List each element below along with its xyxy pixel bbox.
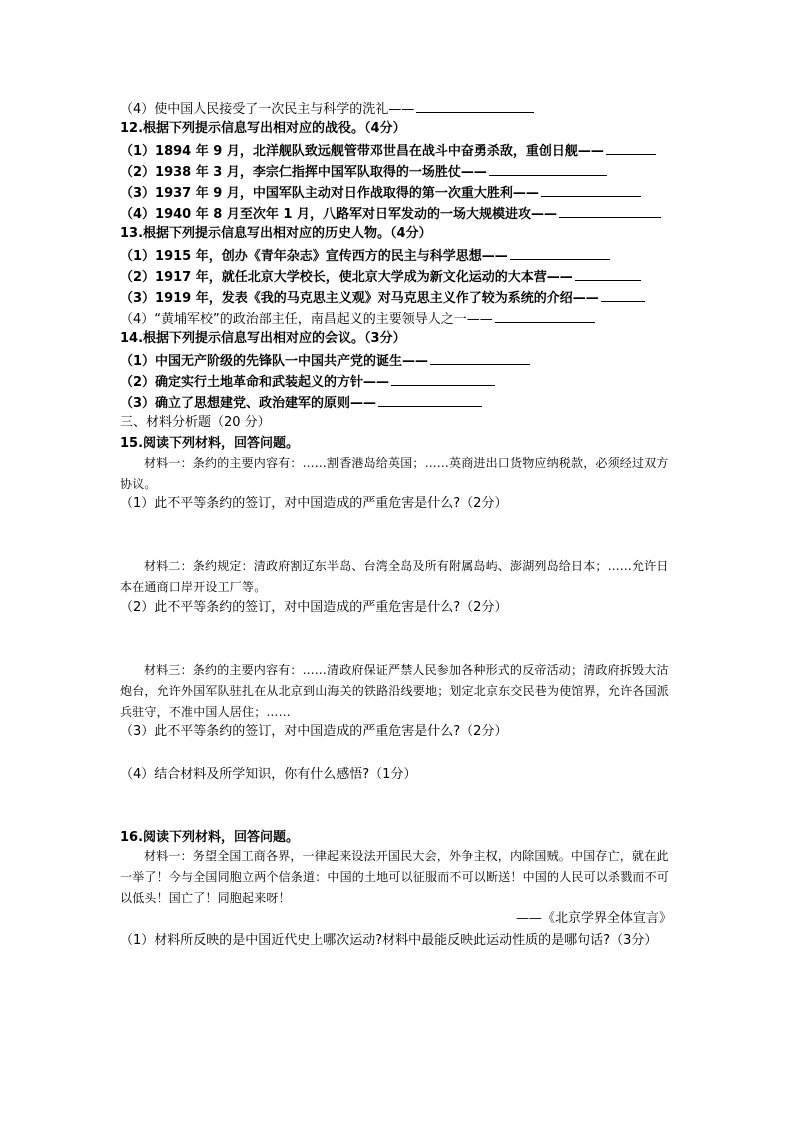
q15-material-2: 材料二：条约规定：清政府割辽东半岛、台湾全岛及所有附属岛屿、澎湖列岛给日本；……允许日本在通商口岸开设工厂等。 (120, 559, 669, 594)
q13-item-2-text: （2）1917 年，就任北京大学校长，使北京大学成为新文化运动的大本营—— (120, 270, 573, 285)
q13-item-2 (120, 267, 641, 287)
q13-item-1-text: （1）1915 年，创办《青年杂志》宣传西方的民主与科学思想—— (120, 249, 508, 264)
q14-item-3 (120, 393, 482, 413)
q16-material-source: ——《北京学界全体宣言》 (515, 911, 672, 926)
q11-item-4-text: （4）使中国人民接受了一次民主与科学的洗礼—— (120, 102, 415, 117)
q12-item-4-text: （4）1940 年 8 月至次年 1 月，八路军对日军发动的一场大规模进攻—— (120, 207, 557, 222)
q14-heading: 14.根据下列提示信息写出相对应的会议。（3分） (120, 331, 406, 346)
q13-item-4 (120, 309, 595, 329)
q15-sub-2: （2）此不平等条约的签订，对中国造成的严重危害是什么?（2分） (120, 600, 508, 615)
answer-blank[interactable] (559, 204, 661, 218)
q15-sub-1: （1）此不平等条约的签订，对中国造成的严重危害是什么?（2分） (120, 496, 508, 511)
q15-sub-3: （3）此不平等条约的签订，对中国造成的严重危害是什么?（2分） (120, 724, 508, 739)
answer-blank[interactable] (391, 372, 495, 386)
q12-item-1 (120, 141, 656, 161)
answer-blank[interactable] (601, 288, 645, 302)
q13-item-1 (120, 246, 610, 266)
q12-item-3 (120, 183, 641, 203)
q15-material-3: 材料三：条约的主要内容有：……清政府保证严禁人民参加各种形式的反帝活动；清政府拆毁大沽炮台，允许外国军队驻扎在从北京到山海关的铁路沿线要地；划定北京东交民巷为使馆界，允许各国派兵驻守，不准中国人居住；…… (120, 663, 670, 719)
q12-item-2 (120, 162, 607, 182)
q14-item-2-text: （2）确定实行土地革命和武装起义的方针—— (120, 375, 390, 390)
q14-item-1 (120, 351, 530, 371)
q12-item-1-text: （1）1894 年 9 月，北洋舰队致远舰管带邓世昌在战斗中奋勇杀敌，重创日舰—— (120, 144, 604, 159)
answer-blank[interactable] (416, 99, 534, 113)
q13-heading: 13.根据下列提示信息写出相对应的历史人物。（4分） (120, 226, 432, 241)
q15-sub-4: （4）结合材料及所学知识，你有什么感悟?（1分） (120, 767, 417, 782)
answer-blank[interactable] (510, 246, 610, 260)
q12-item-3-text: （3）1937 年 9 月，中国军队主动对日作战取得的第一次重大胜利—— (120, 186, 539, 201)
answer-blank[interactable] (430, 351, 530, 365)
q14-item-2 (120, 372, 495, 392)
q12-item-2-text: （2）1938 年 3 月，李宗仁指挥中国军队取得的一场胜仗—— (120, 165, 487, 180)
q14-item-1-text: （1）中国无产阶级的先锋队一中国共产党的诞生—— (120, 354, 429, 369)
q16-sub-1: （1）材料所反映的是中国近代史上哪次运动?材料中最能反映此运动性质的是哪句话?（3分） (120, 933, 658, 948)
q13-item-3 (120, 288, 645, 308)
section-3-heading: 三、材料分析题（20 分） (120, 415, 271, 430)
answer-blank[interactable] (378, 393, 482, 407)
q15-material-1: 材料一：条约的主要内容有：……割香港岛给英国；……英商进出口货物应纳税款，必须经过双方协议。 (120, 456, 669, 491)
q13-item-3-text: （3）1919 年，发表《我的马克思主义观》对马克思主义作了较为系统的介绍—— (120, 291, 599, 306)
answer-blank[interactable] (489, 162, 607, 176)
q16-heading: 16.阅读下列材料，回答问题。 (120, 830, 300, 845)
answer-blank[interactable] (495, 309, 595, 323)
q13-item-4-text: （4）“黄埔军校”的政治部主任，南昌起义的主要领导人之一—— (120, 312, 493, 327)
q14-item-3-text: （3）确立了思想建党、政治建军的原则—— (120, 396, 377, 411)
answer-blank[interactable] (575, 267, 641, 281)
answer-blank[interactable] (606, 141, 656, 155)
q16-material-1: 材料一：务望全国工商各界，一律起来设法开国民大会，外争主权，内除国贼。中国存亡，就在此一举了！今与全国同胞立两个信条道：中国的土地可以征服而不可以断送！中国的人民可以杀戮而不可以低头！国亡了！同胞起来呀！ (120, 849, 670, 905)
q12-heading: 12.根据下列提示信息写出相对应的战役。（4分） (120, 121, 406, 136)
q15-heading: 15.阅读下列材料，回答问题。 (120, 436, 300, 451)
q11-item-4 (120, 99, 534, 119)
answer-blank[interactable] (541, 183, 641, 197)
q12-item-4 (120, 204, 661, 224)
